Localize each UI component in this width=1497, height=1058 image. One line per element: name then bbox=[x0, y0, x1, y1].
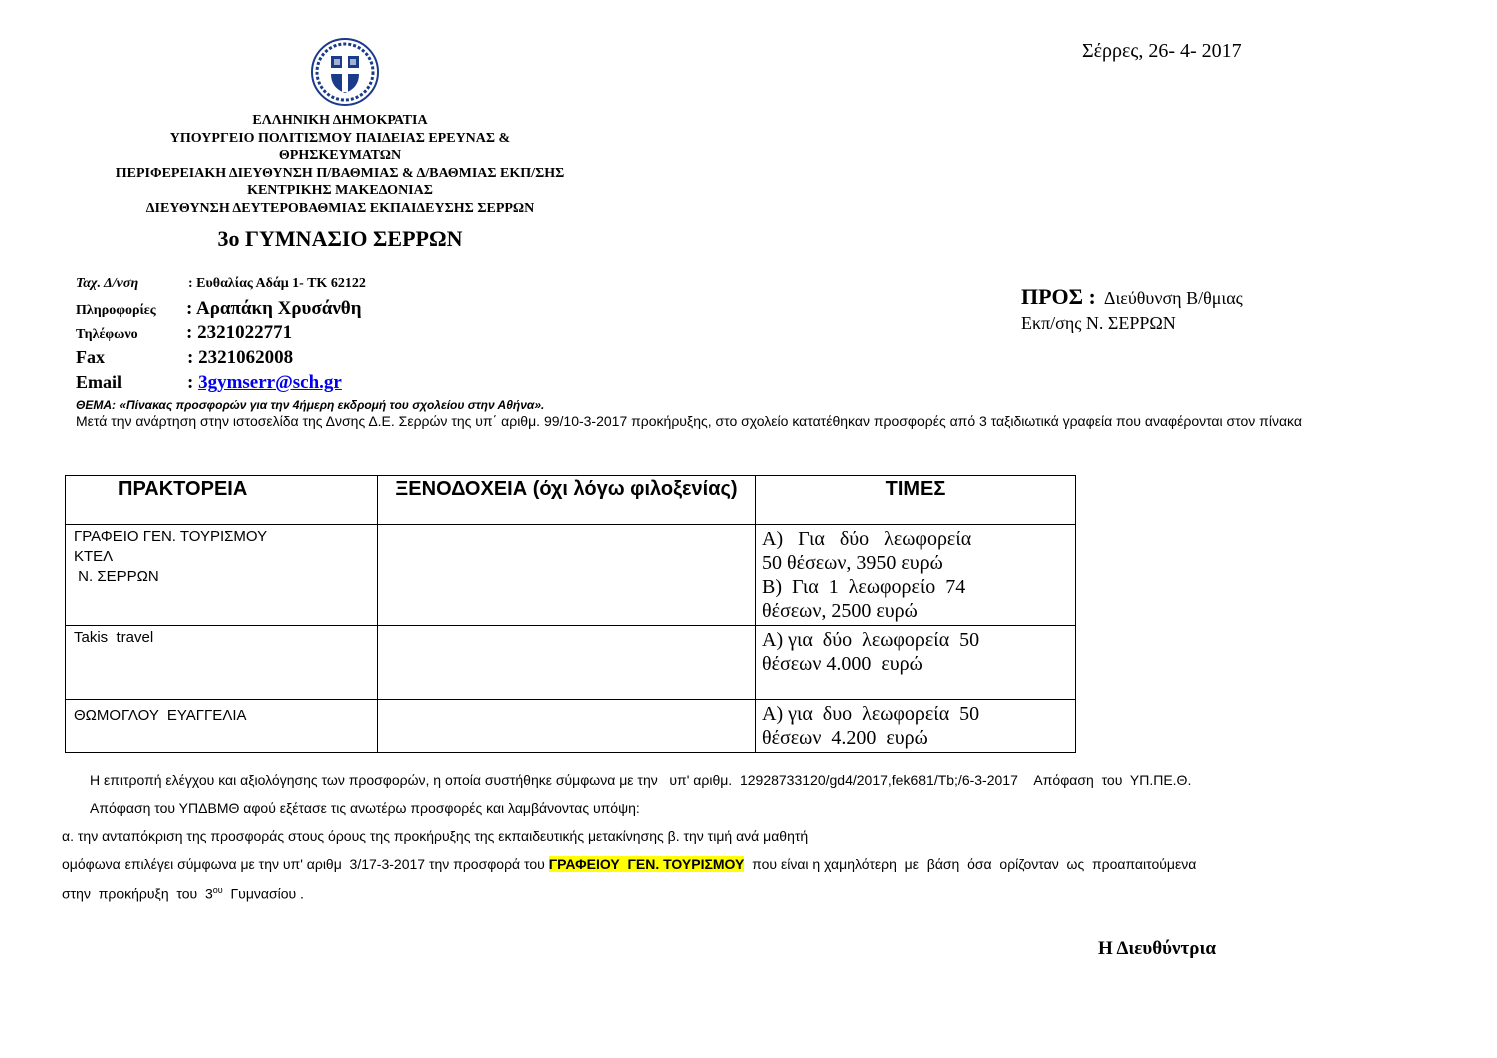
recipient-block bbox=[1021, 284, 1243, 336]
price-line: θέσεων, 2500 ευρώ bbox=[762, 600, 918, 622]
address-label: Ταχ. Δ/νση bbox=[76, 276, 139, 291]
price-cell bbox=[756, 525, 1076, 626]
hotel-cell bbox=[378, 525, 756, 626]
body-paragraph-5 bbox=[62, 885, 304, 902]
price-cell bbox=[756, 700, 1076, 753]
agency-cell bbox=[66, 626, 378, 700]
info-row bbox=[76, 298, 362, 320]
recipient-line1: Διεύθυνση Β/θμιας bbox=[1103, 288, 1243, 308]
table-row bbox=[66, 700, 1076, 753]
intro-paragraph: Μετά την ανάρτηση στην ιστοσελίδα της Δνσης Δ.Ε. Σερρών της υπ΄ αριθμ. 99/10-3-2017 προκήρυξης, στο σχολείο κατατέθηκαν προσφορές από 3 ταξιδιωτικά γραφεία που αναφέρονται στον πίνακα bbox=[76, 413, 1302, 429]
table-header-row bbox=[66, 476, 1076, 525]
price-line: Α) για δυο λεωφορεία 50 bbox=[762, 703, 980, 725]
price-line: θέσεων 4.000 ευρώ bbox=[762, 653, 923, 675]
header-line: ΠΕΡΙΦΕΡΕΙΑΚΗ ΔΙΕΥΘΥΝΣΗ Π/ΒΑΘΜΙΑΣ & Δ/ΒΑΘΜΙΑΣ ΕΚΠ/ΣΗΣ bbox=[115, 165, 565, 181]
body-p5-after: Γυμνασίου . bbox=[222, 885, 304, 902]
recipient-line2: Εκπ/σης Ν. ΣΕΡΡΩΝ bbox=[1021, 313, 1176, 333]
phone-label: Τηλέφωνο bbox=[76, 327, 138, 342]
agency-line: Ν. ΣΕΡΡΩΝ bbox=[74, 568, 159, 585]
email-colon: : bbox=[187, 372, 199, 393]
body-paragraph-2: Απόφαση του ΥΠΔΒΜΘ αφού εξέτασε τις ανωτέρω προσφορές και λαμβάνοντας υπόψη: bbox=[90, 800, 640, 816]
recipient-label: ΠΡΟΣ : bbox=[1021, 284, 1096, 309]
price-line: Β) Για 1 λεωφορείο 74 bbox=[762, 576, 966, 598]
selected-agency-highlight: ΓΡΑΦΕΙΟΥ ΓΕΝ. ΤΟΥΡΙΣΜΟΥ bbox=[548, 856, 745, 872]
info-label: Πληροφορίες bbox=[76, 303, 156, 318]
body-p5-sup: ου bbox=[212, 885, 223, 895]
hotel-cell bbox=[378, 626, 756, 700]
header-prices: ΤΙΜΕΣ bbox=[756, 476, 1076, 525]
phone-value: : 2321022771 bbox=[186, 322, 293, 343]
table-row bbox=[66, 626, 1076, 700]
signature: Η Διευθύντρια bbox=[1098, 938, 1216, 959]
agency-line: ΘΩΜΟΓΛΟΥ ΕΥΑΓΓΕΛΙΑ bbox=[74, 707, 247, 724]
fax-row bbox=[76, 347, 293, 369]
table-row bbox=[66, 525, 1076, 626]
address-row bbox=[76, 276, 366, 292]
offers-table bbox=[65, 475, 1076, 753]
fax-label: Fax bbox=[76, 347, 105, 367]
header-line: ΕΛΛΗΝΙΚΗ ΔΗΜΟΚΡΑΤΙΑ bbox=[252, 113, 428, 128]
info-value: : Αραπάκη Χρυσάνθη bbox=[186, 298, 362, 319]
agency-line: ΓΡΑΦΕΙΟ ΓΕΝ. ΤΟΥΡΙΣΜΟΥ bbox=[74, 528, 268, 545]
header-agencies: ΠΡΑΚΤΟΡΕΙΑ bbox=[66, 476, 378, 525]
hotel-cell bbox=[378, 700, 756, 753]
body-p5-before: στην προκήρυξη του 3 bbox=[62, 885, 213, 902]
header-line: ΔΙΕΥΘΥΝΣΗ ΔΕΥΤΕΡΟΒΑΘΜΙΑΣ ΕΚΠΑΙΔΕΥΣΗΣ ΣΕΡΡΩΝ bbox=[145, 200, 535, 216]
price-line: 50 θέσεων, 3950 ευρώ bbox=[762, 552, 943, 574]
agency-cell bbox=[66, 525, 378, 626]
phone-row bbox=[76, 322, 292, 344]
email-row bbox=[76, 372, 342, 394]
email-link[interactable]: 3gymserr@sch.gr bbox=[198, 372, 342, 393]
body-paragraph-4 bbox=[62, 856, 1196, 872]
header-line: ΚΕΝΤΡΙΚΗΣ ΜΑΚΕΔΟΝΙΑΣ bbox=[247, 183, 433, 198]
greek-republic-emblem bbox=[311, 38, 379, 106]
agency-line: ΚΤΕΛ bbox=[74, 548, 114, 565]
body-p4-after: που είναι η χαμηλότερη με βάση όσα ορίζονταν ως προαπαιτούμενα bbox=[744, 856, 1197, 872]
body-paragraph-3: α. την ανταπόκριση της προσφοράς στους όρους της προκήρυξης της εκπαιδευτικής μετακίνησης β. την τιμή ανά μαθητή bbox=[62, 828, 809, 844]
body-paragraph-1: Η επιτροπή ελέγχου και αξιολόγησης των προσφορών, η οποία συστήθηκε σύμφωνα με την υπ' αριθμ. 12928733120/gd4/2017,fek681/Tb;/6-3-2017 Απόφαση του ΥΠ.ΠΕ.Θ. bbox=[90, 772, 1192, 788]
document-date: Σέρρες, 26- 4- 2017 bbox=[1082, 40, 1242, 62]
header-block bbox=[60, 112, 620, 217]
school-name: 3ο ΓΥΜΝΑΣΙΟ ΣΕΡΡΩΝ bbox=[217, 226, 463, 251]
price-line: θέσεων 4.200 ευρώ bbox=[762, 727, 928, 749]
header-hotels: ΞΕΝΟΔΟΧΕΙΑ (όχι λόγω φιλοξενίας) bbox=[378, 476, 756, 525]
header-line: ΘΡΗΣΚΕΥΜΑΤΩΝ bbox=[278, 148, 402, 163]
address-value: : Ευθαλίας Αδάμ 1- ΤΚ 62122 bbox=[188, 276, 366, 291]
price-line: Α) για δύο λεωφορεία 50 bbox=[762, 629, 980, 651]
header-line: ΥΠΟΥΡΓΕΙΟ ΠΟΛΙΤΙΣΜΟΥ ΠΑΙΔΕΙΑΣ ΕΡΕΥΝΑΣ & bbox=[169, 130, 511, 146]
body-p4-before: ομόφωνα επιλέγει σύμφωνα με την υπ' αριθμ 3/17-3-2017 την προσφορά του bbox=[62, 856, 549, 872]
agency-cell bbox=[66, 700, 378, 753]
price-line: Α) Για δύο λεωφορεία bbox=[762, 528, 972, 550]
agency-line: Takis travel bbox=[74, 629, 154, 646]
subject-line: ΘΕΜΑ: «Πίνακας προσφορών για την 4ήμερη εκδρομή του σχολείου στην Αθήνα». bbox=[76, 398, 545, 412]
email-label: Email bbox=[76, 372, 123, 392]
fax-value: : 2321062008 bbox=[187, 347, 294, 368]
price-cell bbox=[756, 626, 1076, 700]
